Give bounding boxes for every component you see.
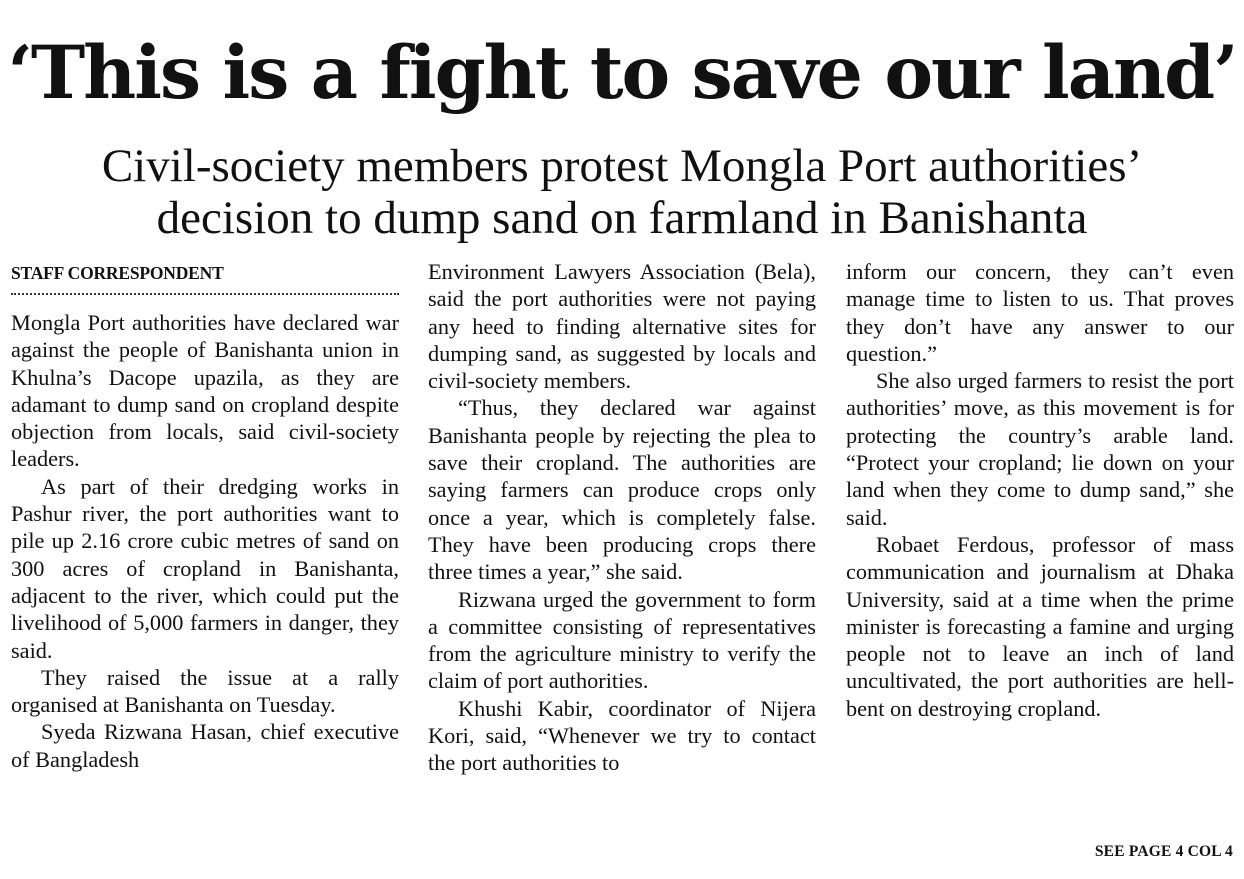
article-column-3 — [846, 258, 1234, 722]
paragraph: As part of their dredging works in Pashur river, the port authorities want to pile up 2.16 crore cubic metres of sand on 300 acres of cropland in Banishanta, adjacent to the river, which could put the livelihood of 5,000 farmers in danger, they said. — [11, 473, 399, 663]
paragraph: “Thus, they declared war against Banishanta people by rejecting the plea to save their cropland. The authorities are saying farmers can produce crops only once a year, which is completely false. They have been producing crops there three times a year,” she said. — [428, 395, 816, 585]
paragraph: They raised the issue at a rally organised at Banishanta on Tuesday. — [11, 664, 399, 718]
headline: ‘This is a fight to save our land’ — [7, 30, 1237, 116]
paragraph: Rizwana urged the government to form a committee consisting of representatives from the agriculture ministry to verify the claim of port authorities. — [428, 586, 816, 694]
subheadline-line-2: decision to dump sand on farmland in Banishanta — [156, 192, 1088, 244]
byline: STAFF CORRESPONDENT — [11, 258, 399, 295]
continuation-jump-line: SEE PAGE 4 COL 4 — [1094, 843, 1233, 860]
article-column-1 — [11, 258, 399, 773]
subheadline-line-1: Civil-society members protest Mongla Port authorities’ — [101, 140, 1143, 192]
paragraph: Robaet Ferdous, professor of mass communication and journalism at Dhaka University, said at a time when the prime minister is forecasting a famine and urging people not to leave an inch of land uncultivated, the port authorities are hell-bent on destroying cropland. — [846, 531, 1234, 721]
paragraph: She also urged farmers to resist the port authorities’ move, as this movement is for protecting the country’s arable land. “Protect your cropland; lie down on your land when they come to dump sand,” she said. — [846, 368, 1234, 530]
paragraph: Mongla Port authorities have declared war against the people of Banishanta union in Khulna’s Dacope upazila, as they are adamant to dump sand on cropland despite objection from locals, said civil-society leaders. — [11, 310, 399, 472]
paragraph: Syeda Rizwana Hasan, chief executive of Bangladesh — [11, 719, 399, 772]
article-column-2 — [428, 258, 816, 777]
paragraph: Khushi Kabir, coordinator of Nijera Kori, said, “Whenever we try to contact the port authorities to — [428, 695, 816, 776]
subheadline — [0, 140, 1244, 244]
paragraph: inform our concern, they can’t even manage time to listen to us. That proves they don’t have any answer to our question.” — [846, 259, 1234, 366]
paragraph: Environment Lawyers Association (Bela), said the port authorities were not paying any heed to finding alternative sites for dumping sand, as suggested by locals and civil-society members. — [428, 259, 816, 394]
